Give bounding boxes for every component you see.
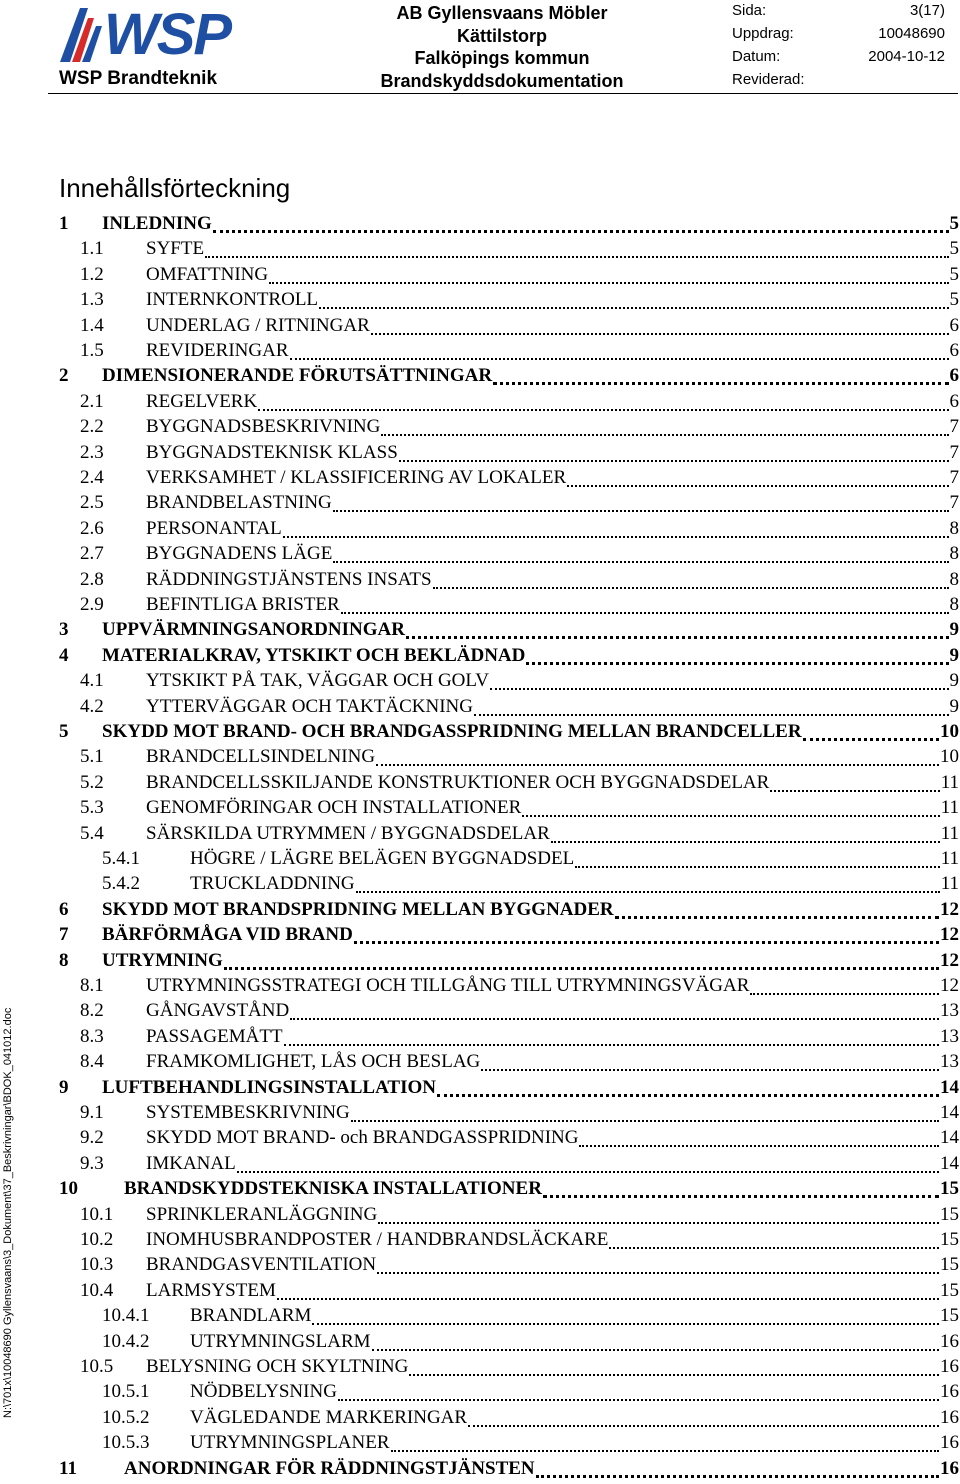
dot-leader (536, 1475, 939, 1478)
toc-entry-title: INLEDNING (102, 213, 212, 234)
toc-entry[interactable] (59, 1178, 959, 1204)
toc-entry-title: BRANDGASVENTILATION (146, 1254, 377, 1276)
toc-entry-number: 5.3 (80, 797, 104, 819)
toc-entry-title: BÄRFÖRMÅGA VID BRAND (102, 924, 353, 946)
toc-entry-page: 16 (940, 1356, 959, 1377)
dot-leader (433, 587, 949, 589)
toc-entry-page: 16 (940, 1432, 959, 1454)
toc-entry[interactable] (59, 238, 959, 264)
meta-label: Sida: (732, 2, 767, 19)
toc-entry-number: 2.2 (80, 416, 104, 438)
dot-leader (399, 460, 949, 462)
dot-leader (750, 993, 939, 995)
toc-entry-page: 16 (940, 1330, 959, 1352)
toc-entry-title: LARMSYSTEM (146, 1279, 276, 1301)
toc-entry-title: GÅNGAVSTÅND (146, 1000, 290, 1022)
toc-entry-number: 10.1 (80, 1203, 114, 1225)
dot-leader (493, 382, 948, 385)
dot-leader (354, 941, 939, 944)
toc-entry-title: BRANDCELLSSKILJANDE KONSTRUKTIONER OCH BYGGNADSDELAR (146, 771, 770, 793)
toc-entry[interactable] (59, 645, 959, 671)
meta-label: Uppdrag: (732, 25, 794, 42)
toc-entry-page: 16 (940, 1406, 959, 1428)
toc-entry-title: UNDERLAG / RITNINGAR (146, 314, 370, 336)
dot-leader (224, 967, 939, 970)
toc-entry[interactable] (59, 1051, 959, 1077)
toc-entry-number: 2.7 (80, 543, 104, 565)
toc-entry-page: 14 (940, 1127, 959, 1149)
dot-leader (474, 714, 949, 716)
toc-entry-number: 5.4.1 (102, 848, 140, 869)
toc-entry-number: 2.6 (80, 517, 104, 539)
dot-leader (522, 815, 939, 817)
logo-text: WSP (104, 2, 231, 66)
toc-entry[interactable] (59, 721, 959, 747)
toc-entry-page: 5 (949, 238, 959, 260)
toc-entry-page: 8 (949, 568, 959, 590)
toc-entry-number: 10.5.1 (102, 1381, 150, 1403)
toc-entry[interactable] (59, 696, 959, 722)
wsp-logo (58, 0, 258, 66)
toc-entry-number: 5.2 (80, 771, 104, 793)
toc-entry-title: FRAMKOMLIGHET, LÅS OCH BESLAG (146, 1051, 481, 1073)
document-meta (732, 0, 945, 92)
toc-entry-number: 2.8 (80, 568, 104, 590)
dot-leader (803, 738, 939, 741)
toc-entry-title: BYGGNADSBESKRIVNING (146, 416, 381, 438)
toc-entry-number: 1.1 (80, 238, 104, 260)
toc-entry-title: INTERNKONTROLL (146, 289, 319, 311)
toc-entry-page: 5 (949, 263, 959, 285)
dot-leader (543, 1195, 939, 1198)
dot-leader (319, 307, 948, 309)
meta-label: Datum: (732, 48, 781, 65)
toc-entry-title: YTTERVÄGGAR OCH TAKTÄCKNING (146, 695, 473, 717)
toc-entry[interactable] (59, 594, 959, 620)
document-type: Brandskyddsdokumentation (380, 70, 624, 91)
toc-entry-page: 9 (949, 619, 959, 641)
toc-entry-title: DIMENSIONERANDE FÖRUTSÄTTNINGAR (102, 365, 493, 387)
toc-entry-page: 15 (940, 1279, 959, 1301)
toc-entry[interactable] (59, 492, 959, 518)
dot-leader (341, 612, 949, 614)
municipality: Falköpings kommun (414, 48, 590, 68)
dot-leader (378, 1222, 939, 1224)
dot-leader (490, 688, 949, 690)
toc-entry-number: 7 (59, 924, 69, 946)
toc-entry-page: 14 (940, 1076, 959, 1098)
site-name: Kättilstorp (457, 25, 547, 46)
toc-entry[interactable] (59, 213, 959, 239)
dot-leader (437, 1094, 939, 1097)
toc-entry-title: BRANDBELASTNING (146, 492, 332, 514)
toc-entry-number: 10.4.2 (102, 1330, 150, 1352)
toc-entry-page: 11 (940, 848, 959, 869)
toc-entry-number: 10.5 (80, 1356, 114, 1377)
toc-entry-number: 1 (59, 213, 69, 234)
dot-leader (391, 1450, 939, 1452)
toc-entry-page: 8 (949, 543, 959, 565)
toc-entry-title: INOMHUSBRANDPOSTER / HANDBRANDSLÄCKARE (146, 1229, 609, 1250)
toc-entry-title: SKYDD MOT BRAND- och BRANDGASSPRIDNING (146, 1127, 579, 1149)
page-header (0, 0, 960, 96)
toc-entry-number: 9.2 (80, 1127, 104, 1149)
dot-leader (376, 764, 939, 766)
toc-entry-title: UTRYMNINGSSTRATEGI OCH TILLGÅNG TILL UTRYMNINGSVÄGAR (146, 975, 750, 996)
toc-entry-page: 12 (940, 898, 959, 920)
toc-entry-page: 7 (949, 492, 959, 514)
dot-leader (381, 434, 948, 436)
toc-entry-number: 5.4 (80, 822, 104, 844)
dot-leader (579, 1145, 939, 1147)
toc-entry-number: 9 (59, 1076, 69, 1098)
toc-entry-title: PERSONANTAL (146, 517, 282, 539)
toc-entry[interactable] (59, 365, 959, 391)
toc-entry-page: 6 (949, 390, 959, 412)
toc-entry[interactable] (59, 1458, 959, 1484)
toc-entry-title: BEFINTLIGA BRISTER (146, 594, 340, 615)
dot-leader (356, 891, 940, 893)
toc-entry-title: BRANDCELLSINDELNING (146, 746, 376, 768)
toc-entry-title: SÄRSKILDA UTRYMMEN / BYGGNADSDELAR (146, 822, 550, 844)
toc-entry-title: UPPVÄRMNINGSANORDNINGAR (102, 619, 405, 641)
toc-entry-number: 10.2 (80, 1229, 114, 1250)
toc-entry-title: UTRYMNINGSLARM (190, 1330, 371, 1352)
toc-entry-number: 8.2 (80, 1000, 104, 1022)
toc-entry[interactable] (59, 848, 959, 874)
toc-entry-page: 8 (949, 594, 959, 615)
toc-entry[interactable] (59, 340, 959, 366)
dot-leader (290, 1018, 939, 1020)
toc-entry-number: 9.1 (80, 1102, 104, 1123)
toc-entry[interactable] (59, 772, 959, 798)
toc-entry-page: 13 (940, 1000, 959, 1022)
toc-entry[interactable] (59, 1381, 959, 1407)
toc-entry-number: 2.5 (80, 492, 104, 514)
toc-entry-page: 11 (940, 771, 959, 793)
toc-entry[interactable] (59, 467, 959, 493)
toc-entry[interactable] (59, 975, 959, 1001)
toc-entry-number: 2.1 (80, 390, 104, 412)
toc-entry[interactable] (59, 416, 959, 442)
toc-entry[interactable] (59, 1153, 959, 1179)
toc-entry[interactable] (59, 746, 959, 772)
toc-entry-page: 7 (949, 416, 959, 438)
toc-entry[interactable] (59, 315, 959, 341)
toc-entry-title: BELYSNING OCH SKYLTNING (146, 1356, 409, 1377)
dot-leader (290, 358, 949, 360)
toc-entry-page: 7 (949, 441, 959, 463)
toc-entry-number: 8.4 (80, 1051, 104, 1073)
toc-entry[interactable] (59, 1204, 959, 1230)
toc-entry-title: YTSKIKT PÅ TAK, VÄGGAR OCH GOLV (146, 670, 489, 692)
toc-entry[interactable] (59, 873, 959, 899)
toc-entry-page: 12 (940, 924, 959, 946)
dot-leader (258, 409, 948, 411)
toc-entry-title: VERKSAMHET / KLASSIFICERING AV LOKALER (146, 467, 567, 488)
toc-entry[interactable] (59, 1432, 959, 1458)
toc-entry-page: 15 (940, 1305, 959, 1327)
toc-entry-title: OMFATTNING (146, 263, 269, 285)
toc-entry[interactable] (59, 670, 959, 696)
toc-entry-page: 11 (940, 797, 959, 819)
toc-entry-title: REGELVERK (146, 390, 258, 412)
toc-entry[interactable] (59, 1407, 959, 1433)
toc-entry-number: 1.2 (80, 263, 104, 285)
toc-entry[interactable] (59, 391, 959, 417)
toc-entry[interactable] (59, 899, 959, 925)
dot-leader (371, 333, 949, 335)
meta-value: 3(17) (909, 2, 945, 19)
toc-entry-title: SYFTE (146, 238, 205, 260)
dot-leader (312, 1323, 939, 1325)
toc-entry-page: 6 (949, 365, 959, 387)
dot-leader (338, 1399, 939, 1401)
toc-entry-title: SPRINKLERANLÄGGNING (146, 1203, 378, 1225)
toc-entry-number: 2.3 (80, 441, 104, 463)
toc-entry-page: 5 (949, 289, 959, 311)
toc-entry-title: REVIDERINGAR (146, 340, 289, 361)
toc-entry-title: LUFTBEHANDLINGSINSTALLATION (102, 1076, 436, 1098)
toc-entry[interactable] (59, 264, 959, 290)
dot-leader (333, 510, 949, 512)
toc-entry[interactable] (59, 1229, 959, 1255)
dot-leader (406, 636, 949, 639)
dot-leader (351, 1120, 939, 1122)
toc-entry-page: 16 (940, 1381, 959, 1403)
toc-entry-title: GENOMFÖRINGAR OCH INSTALLATIONER (146, 797, 522, 819)
dot-leader (551, 841, 940, 843)
toc-entry-number: 8.1 (80, 975, 104, 996)
toc-entry-page: 10 (940, 721, 959, 742)
toc-entry-title: SYSTEMBESKRIVNING (146, 1102, 350, 1123)
dot-leader (283, 536, 949, 538)
toc-entry-page: 15 (940, 1229, 959, 1250)
dot-leader (468, 1425, 939, 1427)
header-divider (48, 93, 958, 94)
dot-leader (615, 916, 939, 919)
toc-entry-number: 1.5 (80, 340, 104, 361)
toc-entry-title: NÖDBELYSNING (190, 1381, 337, 1403)
toc-entry-number: 9.3 (80, 1152, 104, 1174)
toc-entry[interactable] (59, 569, 959, 595)
toc-entry-page: 15 (940, 1203, 959, 1225)
dot-leader (409, 1374, 939, 1376)
toc-entry-title: PASSAGEMÅTT (146, 1025, 283, 1047)
toc-entry[interactable] (59, 823, 959, 849)
client-name: AB Gyllensvaans Möbler (396, 3, 608, 23)
dot-leader (333, 561, 948, 563)
toc-entry-number: 5.4.2 (102, 873, 140, 895)
toc-entry-title: BRANDSKYDDSTEKNISKA INSTALLATIONER (124, 1178, 542, 1200)
meta-value: 10048690 (878, 25, 945, 42)
toc-entry-page: 6 (949, 314, 959, 336)
toc-entry-title: BRANDLARM (190, 1305, 312, 1327)
toc-entry-title: SKYDD MOT BRANDSPRIDNING MELLAN BYGGNADER (102, 898, 614, 920)
toc-entry-page: 10 (940, 746, 959, 768)
toc-entry-number: 4.1 (80, 670, 104, 692)
dot-leader (609, 1247, 939, 1249)
brand-name: WSP Brandteknik (59, 68, 218, 89)
toc-title: Innehållsförteckning (59, 173, 291, 204)
toc-entry[interactable] (59, 1254, 959, 1280)
toc-entry[interactable] (59, 1026, 959, 1052)
toc-entry-page: 5 (949, 213, 959, 234)
toc-entry-number: 1.3 (80, 289, 104, 311)
toc-entry-page: 13 (940, 1025, 959, 1047)
toc-entry[interactable] (59, 1356, 959, 1382)
toc-entry[interactable] (59, 442, 959, 468)
toc-entry[interactable] (59, 543, 959, 569)
toc-entry-title: UTRYMNINGSPLANER (190, 1432, 390, 1454)
dot-leader (481, 1069, 939, 1071)
toc-entry-number: 10.3 (80, 1254, 114, 1276)
toc-entry-title: ANORDNINGAR FÖR RÄDDNINGSTJÄNSTEN (124, 1457, 535, 1479)
toc-entry[interactable] (59, 1000, 959, 1026)
toc-entry-page: 9 (949, 670, 959, 692)
toc-entry[interactable] (59, 518, 959, 544)
toc-entry-number: 3 (59, 619, 69, 641)
toc-entry[interactable] (59, 1077, 959, 1103)
toc-entry-page: 12 (940, 949, 959, 971)
toc-entry-number: 4 (59, 644, 69, 666)
toc-entry-page: 15 (940, 1254, 959, 1276)
dot-leader (237, 1171, 939, 1173)
toc-entry-title: HÖGRE / LÄGRE BELÄGEN BYGGNADSDEL (190, 848, 575, 869)
toc-entry-page: 6 (949, 340, 959, 361)
toc-entry-number: 10 (59, 1178, 78, 1200)
toc-entry-title: MATERIALKRAV, YTSKIKT OCH BEKLÄDNAD (102, 644, 526, 666)
toc-entry-title: VÄGLEDANDE MARKERINGAR (190, 1406, 468, 1428)
dot-leader (770, 790, 939, 792)
toc-entry-title: IMKANAL (146, 1152, 236, 1174)
toc-entry-number: 10.4.1 (102, 1305, 150, 1327)
toc-entry-number: 10.5.3 (102, 1432, 150, 1454)
toc-entry-number: 8.3 (80, 1025, 104, 1047)
dot-leader (377, 1272, 939, 1274)
toc-entry[interactable] (59, 619, 959, 645)
toc-entry-page: 7 (949, 467, 959, 488)
dot-leader (372, 1349, 939, 1351)
file-path: N:\701x\10048690 Gyllensvaans\3_Dokument\37_Beskrivningar\BDOK_041012.doc (2, 1007, 14, 1418)
toc-entry-page: 11 (940, 822, 959, 844)
toc-entry-number: 5 (59, 721, 69, 742)
toc-entry-page: 12 (940, 975, 959, 996)
meta-value: 2004-10-12 (868, 48, 945, 65)
toc-entry-number: 2.4 (80, 467, 104, 488)
toc-entry-page: 14 (940, 1102, 959, 1123)
toc-entry-page: 15 (940, 1178, 959, 1200)
toc-entry-page: 11 (940, 873, 959, 895)
meta-row-revised (732, 69, 945, 92)
toc-entry-number: 8 (59, 949, 69, 971)
toc-entry-page: 14 (940, 1152, 959, 1174)
toc-entry[interactable] (59, 797, 959, 823)
toc-entry-number: 11 (59, 1457, 77, 1479)
toc-entry-page: 13 (940, 1051, 959, 1073)
meta-row-page (732, 0, 945, 23)
dot-leader (526, 662, 948, 665)
toc-entry-page: 9 (949, 695, 959, 717)
toc-entry-number: 4.2 (80, 695, 104, 717)
toc-entry-title: RÄDDNINGSTJÄNSTENS INSATS (146, 568, 432, 590)
dot-leader (575, 866, 940, 868)
toc-entry[interactable] (59, 289, 959, 315)
meta-label: Reviderad: (732, 71, 805, 88)
toc-entry-number: 5.1 (80, 746, 104, 768)
dot-leader (567, 485, 948, 487)
toc-entry[interactable] (59, 1331, 959, 1357)
toc-entry[interactable] (59, 1127, 959, 1153)
toc-entry-page: 8 (949, 517, 959, 539)
toc-entry-page: 9 (949, 644, 959, 666)
meta-row-date (732, 46, 945, 69)
dot-leader (205, 256, 948, 258)
toc-entry-page: 16 (940, 1457, 959, 1479)
toc-entry-number: 10.5.2 (102, 1406, 150, 1428)
toc-entry[interactable] (59, 1305, 959, 1331)
toc-entry-title: TRUCKLADDNING (190, 873, 355, 895)
toc-entry-title: UTRYMNING (102, 949, 223, 971)
toc-entry[interactable] (59, 1102, 959, 1128)
toc-entry[interactable] (59, 1280, 959, 1306)
toc-entry-title: BYGGNADENS LÄGE (146, 543, 333, 565)
dot-leader (277, 1298, 939, 1300)
toc-entry-number: 10.4 (80, 1279, 114, 1301)
toc-entry[interactable] (59, 950, 959, 976)
document-info (377, 2, 627, 92)
toc-entry-number: 2 (59, 365, 69, 387)
toc-entry-number: 6 (59, 898, 69, 920)
toc-entry-number: 1.4 (80, 314, 104, 336)
dot-leader (284, 1044, 939, 1046)
toc-entry-number: 2.9 (80, 594, 104, 615)
meta-row-assignment (732, 23, 945, 46)
dot-leader (269, 282, 948, 284)
dot-leader (213, 230, 949, 233)
toc-entry-title: SKYDD MOT BRAND- OCH BRANDGASSPRIDNING MELLAN BRANDCELLER (102, 721, 802, 742)
toc-entry-title: BYGGNADSTEKNISK KLASS (146, 441, 398, 463)
toc-entry[interactable] (59, 924, 959, 950)
